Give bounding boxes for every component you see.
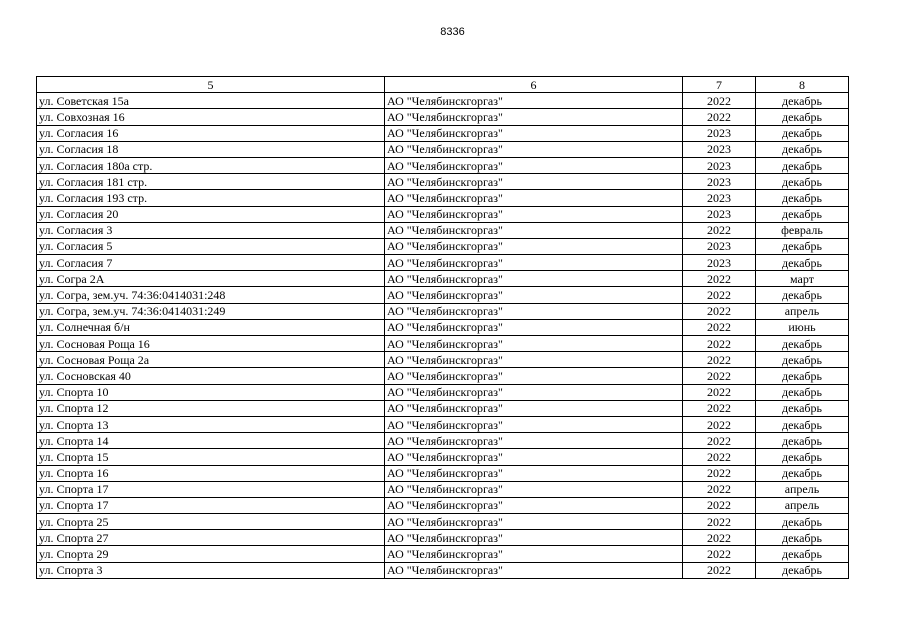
address-cell: ул. Согласия 7	[37, 255, 385, 271]
organization-cell: АО "Челябинскгоргаз"	[385, 368, 683, 384]
year-cell: 2022	[683, 384, 756, 400]
year-cell: 2022	[683, 562, 756, 578]
month-cell: декабрь	[756, 125, 849, 141]
organization-cell: АО "Челябинскгоргаз"	[385, 125, 683, 141]
table-row	[37, 368, 849, 384]
address-cell: ул. Сосновская 40	[37, 368, 385, 384]
column-header-6: 6	[385, 77, 683, 93]
organization-cell: АО "Челябинскгоргаз"	[385, 416, 683, 432]
address-cell: ул. Спорта 16	[37, 465, 385, 481]
header-row	[37, 77, 849, 93]
column-header-7: 7	[683, 77, 756, 93]
address-cell: ул. Согласия 18	[37, 141, 385, 157]
organization-cell: АО "Челябинскгоргаз"	[385, 465, 683, 481]
organization-cell: АО "Челябинскгоргаз"	[385, 384, 683, 400]
month-cell: июнь	[756, 319, 849, 335]
month-cell: апрель	[756, 481, 849, 497]
organization-cell: АО "Челябинскгоргаз"	[385, 109, 683, 125]
year-cell: 2022	[683, 546, 756, 562]
year-cell: 2022	[683, 109, 756, 125]
year-cell: 2022	[683, 465, 756, 481]
year-cell: 2023	[683, 206, 756, 222]
year-cell: 2022	[683, 222, 756, 238]
organization-cell: АО "Челябинскгоргаз"	[385, 141, 683, 157]
month-cell: март	[756, 271, 849, 287]
table-row	[37, 336, 849, 352]
table-row	[37, 206, 849, 222]
year-cell: 2023	[683, 190, 756, 206]
organization-cell: АО "Челябинскгоргаз"	[385, 206, 683, 222]
address-cell: ул. Согласия 180а стр.	[37, 157, 385, 173]
table-row	[37, 190, 849, 206]
table-row	[37, 287, 849, 303]
organization-cell: АО "Челябинскгоргаз"	[385, 546, 683, 562]
year-cell: 2022	[683, 271, 756, 287]
registry-table	[36, 76, 849, 579]
year-cell: 2022	[683, 352, 756, 368]
month-cell: декабрь	[756, 368, 849, 384]
month-cell: декабрь	[756, 109, 849, 125]
table-row	[37, 514, 849, 530]
address-cell: ул. Спорта 12	[37, 400, 385, 416]
year-cell: 2022	[683, 530, 756, 546]
month-cell: декабрь	[756, 336, 849, 352]
month-cell: декабрь	[756, 465, 849, 481]
organization-cell: АО "Челябинскгоргаз"	[385, 238, 683, 254]
organization-cell: АО "Челябинскгоргаз"	[385, 93, 683, 109]
year-cell: 2022	[683, 303, 756, 319]
month-cell: декабрь	[756, 238, 849, 254]
organization-cell: АО "Челябинскгоргаз"	[385, 433, 683, 449]
address-cell: ул. Сосновая Роща 2а	[37, 352, 385, 368]
month-cell: апрель	[756, 497, 849, 513]
column-header-5: 5	[37, 77, 385, 93]
organization-cell: АО "Челябинскгоргаз"	[385, 157, 683, 173]
organization-cell: АО "Челябинскгоргаз"	[385, 222, 683, 238]
table-row	[37, 238, 849, 254]
table-row	[37, 530, 849, 546]
year-cell: 2023	[683, 141, 756, 157]
month-cell: декабрь	[756, 562, 849, 578]
address-cell: ул. Согласия 181 стр.	[37, 174, 385, 190]
year-cell: 2022	[683, 287, 756, 303]
table-row	[37, 271, 849, 287]
year-cell: 2023	[683, 238, 756, 254]
month-cell: декабрь	[756, 384, 849, 400]
address-cell: ул. Согра, зем.уч. 74:36:0414031:249	[37, 303, 385, 319]
organization-cell: АО "Челябинскгоргаз"	[385, 190, 683, 206]
table-row	[37, 93, 849, 109]
table-row	[37, 174, 849, 190]
address-cell: ул. Согласия 3	[37, 222, 385, 238]
year-cell: 2022	[683, 400, 756, 416]
year-cell: 2022	[683, 93, 756, 109]
address-cell: ул. Спорта 15	[37, 449, 385, 465]
month-cell: декабрь	[756, 287, 849, 303]
address-cell: ул. Совхозная 16	[37, 109, 385, 125]
table-row	[37, 109, 849, 125]
year-cell: 2022	[683, 449, 756, 465]
address-cell: ул. Спорта 13	[37, 416, 385, 432]
organization-cell: АО "Челябинскгоргаз"	[385, 449, 683, 465]
table-row	[37, 433, 849, 449]
year-cell: 2022	[683, 416, 756, 432]
table-row	[37, 141, 849, 157]
year-cell: 2022	[683, 497, 756, 513]
table-row	[37, 157, 849, 173]
organization-cell: АО "Челябинскгоргаз"	[385, 514, 683, 530]
year-cell: 2022	[683, 319, 756, 335]
month-cell: декабрь	[756, 141, 849, 157]
year-cell: 2022	[683, 368, 756, 384]
month-cell: апрель	[756, 303, 849, 319]
address-cell: ул. Спорта 27	[37, 530, 385, 546]
organization-cell: АО "Челябинскгоргаз"	[385, 174, 683, 190]
organization-cell: АО "Челябинскгоргаз"	[385, 352, 683, 368]
organization-cell: АО "Челябинскгоргаз"	[385, 336, 683, 352]
organization-cell: АО "Челябинскгоргаз"	[385, 562, 683, 578]
month-cell: декабрь	[756, 400, 849, 416]
month-cell: февраль	[756, 222, 849, 238]
page-number: 8336	[440, 26, 465, 38]
month-cell: декабрь	[756, 206, 849, 222]
month-cell: декабрь	[756, 449, 849, 465]
table-row	[37, 222, 849, 238]
month-cell: декабрь	[756, 174, 849, 190]
organization-cell: АО "Челябинскгоргаз"	[385, 319, 683, 335]
address-cell: ул. Спорта 3	[37, 562, 385, 578]
address-cell: ул. Сосновая Роща 16	[37, 336, 385, 352]
table-row	[37, 255, 849, 271]
year-cell: 2023	[683, 157, 756, 173]
address-cell: ул. Спорта 25	[37, 514, 385, 530]
address-cell: ул. Согра, зем.уч. 74:36:0414031:248	[37, 287, 385, 303]
address-cell: ул. Спорта 29	[37, 546, 385, 562]
year-cell: 2023	[683, 125, 756, 141]
year-cell: 2022	[683, 514, 756, 530]
table-row	[37, 125, 849, 141]
table-row	[37, 562, 849, 578]
month-cell: декабрь	[756, 514, 849, 530]
address-cell: ул. Согра 2А	[37, 271, 385, 287]
organization-cell: АО "Челябинскгоргаз"	[385, 287, 683, 303]
month-cell: декабрь	[756, 530, 849, 546]
organization-cell: АО "Челябинскгоргаз"	[385, 530, 683, 546]
table-row	[37, 465, 849, 481]
table-row	[37, 352, 849, 368]
address-cell: ул. Солнечная б/н	[37, 319, 385, 335]
address-cell: ул. Спорта 10	[37, 384, 385, 400]
month-cell: декабрь	[756, 190, 849, 206]
organization-cell: АО "Челябинскгоргаз"	[385, 497, 683, 513]
organization-cell: АО "Челябинскгоргаз"	[385, 255, 683, 271]
address-cell: ул. Согласия 5	[37, 238, 385, 254]
table-body	[37, 93, 849, 579]
year-cell: 2022	[683, 481, 756, 497]
organization-cell: АО "Челябинскгоргаз"	[385, 481, 683, 497]
column-header-8: 8	[756, 77, 849, 93]
month-cell: декабрь	[756, 93, 849, 109]
year-cell: 2023	[683, 255, 756, 271]
year-cell: 2022	[683, 433, 756, 449]
address-cell: ул. Согласия 193 стр.	[37, 190, 385, 206]
organization-cell: АО "Челябинскгоргаз"	[385, 303, 683, 319]
month-cell: декабрь	[756, 433, 849, 449]
address-cell: ул. Согласия 16	[37, 125, 385, 141]
table-row	[37, 481, 849, 497]
address-cell: ул. Согласия 20	[37, 206, 385, 222]
month-cell: декабрь	[756, 416, 849, 432]
table-row	[37, 400, 849, 416]
address-cell: ул. Спорта 14	[37, 433, 385, 449]
table-row	[37, 319, 849, 335]
table-row	[37, 497, 849, 513]
organization-cell: АО "Челябинскгоргаз"	[385, 271, 683, 287]
table-row	[37, 546, 849, 562]
address-cell: ул. Спорта 17	[37, 497, 385, 513]
year-cell: 2023	[683, 174, 756, 190]
table-row	[37, 449, 849, 465]
month-cell: декабрь	[756, 352, 849, 368]
month-cell: декабрь	[756, 255, 849, 271]
organization-cell: АО "Челябинскгоргаз"	[385, 400, 683, 416]
month-cell: декабрь	[756, 157, 849, 173]
table-row	[37, 416, 849, 432]
table-row	[37, 303, 849, 319]
table-row	[37, 384, 849, 400]
address-cell: ул. Советская 15а	[37, 93, 385, 109]
year-cell: 2022	[683, 336, 756, 352]
month-cell: декабрь	[756, 546, 849, 562]
address-cell: ул. Спорта 17	[37, 481, 385, 497]
